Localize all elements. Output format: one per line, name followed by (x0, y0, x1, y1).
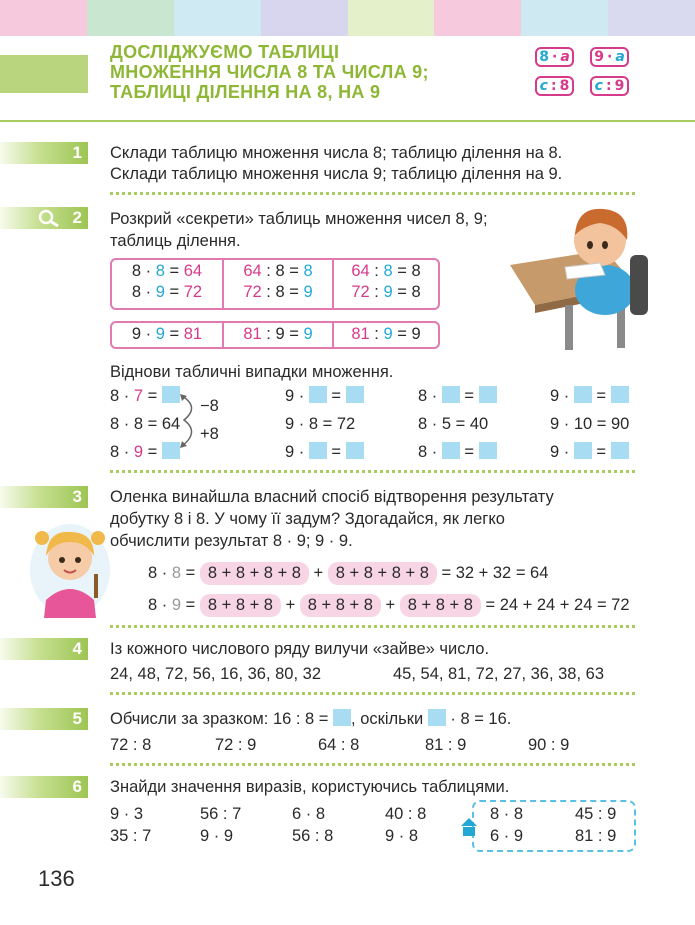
badge-c8: c : 8 (535, 76, 574, 96)
task-text: Обчисли за зразком: 16 : 8 = , оскільки · 8 = 16. (110, 710, 512, 728)
expression: 72 : 9 (215, 736, 257, 754)
color-strip (434, 0, 521, 36)
expression: 45 : 9 (575, 805, 617, 823)
number-row: 45, 54, 81, 72, 27, 36, 38, 63 (393, 665, 605, 683)
answer-box[interactable] (574, 442, 592, 459)
answer-box[interactable] (479, 386, 497, 403)
answer-box[interactable] (309, 442, 327, 459)
color-strip (87, 0, 174, 36)
table-cell: 64 : 8 = 8 72 : 8 = 9 (222, 260, 332, 308)
task-text: Розкрий «секрети» таблиць множення чисел 8, 9; (110, 210, 488, 228)
multiplication-table-8-9 (110, 258, 440, 310)
answer-box[interactable] (309, 386, 327, 403)
expr-known: 9 · 8 = 72 (285, 415, 356, 433)
color-strip (174, 0, 261, 36)
sum-pill: 8 + 8 + 8 (300, 594, 381, 617)
expr-9: 9 · = (550, 386, 629, 407)
answer-box[interactable] (611, 442, 629, 459)
dotted-divider (110, 692, 635, 695)
expression: 9 · 9 (200, 827, 234, 845)
badge-8a: 8 · a (535, 47, 574, 67)
sum-row-8x9: 8 · 9 = 8 + 8 + 8 + 8 + 8 + 8 + 8 + 8 + 8 = 24 + 24 + 24 = 72 (148, 594, 630, 617)
girl-illustration (28, 508, 113, 618)
header-accent (0, 55, 88, 93)
color-strip (521, 0, 608, 36)
expr-known: 8 · 8 = 64 (110, 415, 181, 433)
badge-9a: 9 · a (590, 47, 629, 67)
expr-8: 8 · = (418, 386, 497, 407)
task-text: добутку 8 і 8. У чому її задум? Здогадайся, як легко (110, 510, 505, 528)
minus-label: −8 (200, 397, 219, 415)
restore-heading: Віднови табличні випадки множення. (110, 363, 394, 381)
expr-8-7: 8 · 7 = (110, 386, 180, 407)
color-strip (348, 0, 435, 36)
sum-pill: 8 + 8 + 8 + 8 (200, 562, 309, 585)
expression: 6 · 8 (292, 805, 326, 823)
task-text: Склади таблицю множення числа 8; таблицю ділення на 8. (110, 144, 563, 162)
sum-pill: 8 + 8 + 8 (400, 594, 481, 617)
sum-pill: 8 + 8 + 8 (200, 594, 281, 617)
task-text: таблиць ділення. (110, 232, 241, 250)
expression: 81 : 9 (425, 736, 467, 754)
task-number: 3 (0, 486, 88, 508)
task-text: Склади таблицю множення числа 9; таблицю ділення на 9. (110, 165, 563, 183)
color-strip (261, 0, 348, 36)
boy-reading-illustration (505, 195, 655, 355)
task-text: обчислити результат 8 · 9; 9 · 9. (110, 532, 353, 550)
expression: 9 · 3 (110, 805, 144, 823)
expr-8: 8 · = (418, 442, 497, 463)
expr-8-9: 8 · 9 = (110, 442, 180, 463)
expression: 81 : 9 (575, 827, 617, 845)
color-strip (608, 0, 695, 36)
badge-c9: c : 9 (590, 76, 629, 96)
expression: 35 : 7 (110, 827, 152, 845)
expression: 40 : 8 (385, 805, 427, 823)
dotted-divider (110, 763, 635, 766)
expression: 8 · 8 (490, 805, 524, 823)
answer-box[interactable] (442, 386, 460, 403)
house-icon (460, 817, 478, 842)
expression: 72 : 8 (110, 736, 152, 754)
expression: 56 : 8 (292, 827, 334, 845)
task-text: Оленка винайшла власний спосіб відтворення результату (110, 488, 554, 506)
answer-box[interactable] (442, 442, 460, 459)
multiplication-table-9 (110, 321, 440, 349)
table-cell: 81 : 9 = 9 (332, 323, 438, 347)
answer-box[interactable] (346, 442, 364, 459)
table-cell: 9 · 9 = 81 (131, 325, 203, 343)
table-cell: 64 : 8 = 8 72 : 9 = 8 (332, 260, 438, 308)
expression: 9 · 8 (385, 827, 419, 845)
sum-pill: 8 + 8 + 8 + 8 (328, 562, 437, 585)
dotted-divider (110, 470, 635, 473)
color-strip (0, 0, 87, 36)
task-number: 6 (0, 776, 88, 798)
expr-9: 9 · = (285, 386, 364, 407)
task-number-label: 2 (72, 208, 82, 227)
expression: 64 : 8 (318, 736, 360, 754)
task-text: Із кожного числового ряду вилучи «зайве» число. (110, 640, 490, 658)
answer-box[interactable] (333, 709, 351, 726)
sum-row-8x8: 8 · 8 = 8 + 8 + 8 + 8 + 8 + 8 + 8 + 8 = 32 + 32 = 64 (148, 562, 548, 585)
expr-known: 8 · 5 = 40 (418, 415, 489, 433)
answer-box[interactable] (611, 386, 629, 403)
header-divider (0, 120, 695, 122)
expr-9: 9 · = (550, 442, 629, 463)
title-line: ТАБЛИЦІ ДІЛЕННЯ НА 8, НА 9 (110, 82, 381, 102)
expr-9: 9 · = (285, 442, 364, 463)
answer-box[interactable] (346, 386, 364, 403)
expression: 56 : 7 (200, 805, 242, 823)
page-title (110, 42, 510, 102)
answer-box[interactable] (428, 709, 446, 726)
task-text: Знайди значення виразів, користуючись таблицями. (110, 778, 510, 796)
magnifier-icon (36, 209, 62, 233)
answer-box[interactable] (479, 442, 497, 459)
table-cell: 81 : 9 = 9 (222, 323, 332, 347)
page-number: 136 (38, 866, 75, 891)
task-number: 5 (0, 708, 88, 730)
title-line: МНОЖЕННЯ ЧИСЛА 8 ТА ЧИСЛА 9; (110, 62, 429, 82)
title-line: ДОСЛІДЖУЄМО ТАБЛИЦІ (110, 42, 340, 62)
dotted-divider (110, 625, 635, 628)
task-number: 4 (0, 638, 88, 660)
answer-box[interactable] (574, 386, 592, 403)
number-row: 24, 48, 72, 56, 16, 36, 80, 32 (110, 665, 322, 683)
expression: 6 · 9 (490, 827, 524, 845)
expression: 90 : 9 (528, 736, 570, 754)
task-number (0, 207, 88, 229)
top-color-bar (0, 0, 695, 36)
plus-label: +8 (200, 425, 219, 443)
table-cell: 8 · 8 = 64 8 · 9 = 72 (131, 262, 203, 301)
expr-known: 9 · 10 = 90 (550, 415, 630, 433)
task-number: 1 (0, 142, 88, 164)
